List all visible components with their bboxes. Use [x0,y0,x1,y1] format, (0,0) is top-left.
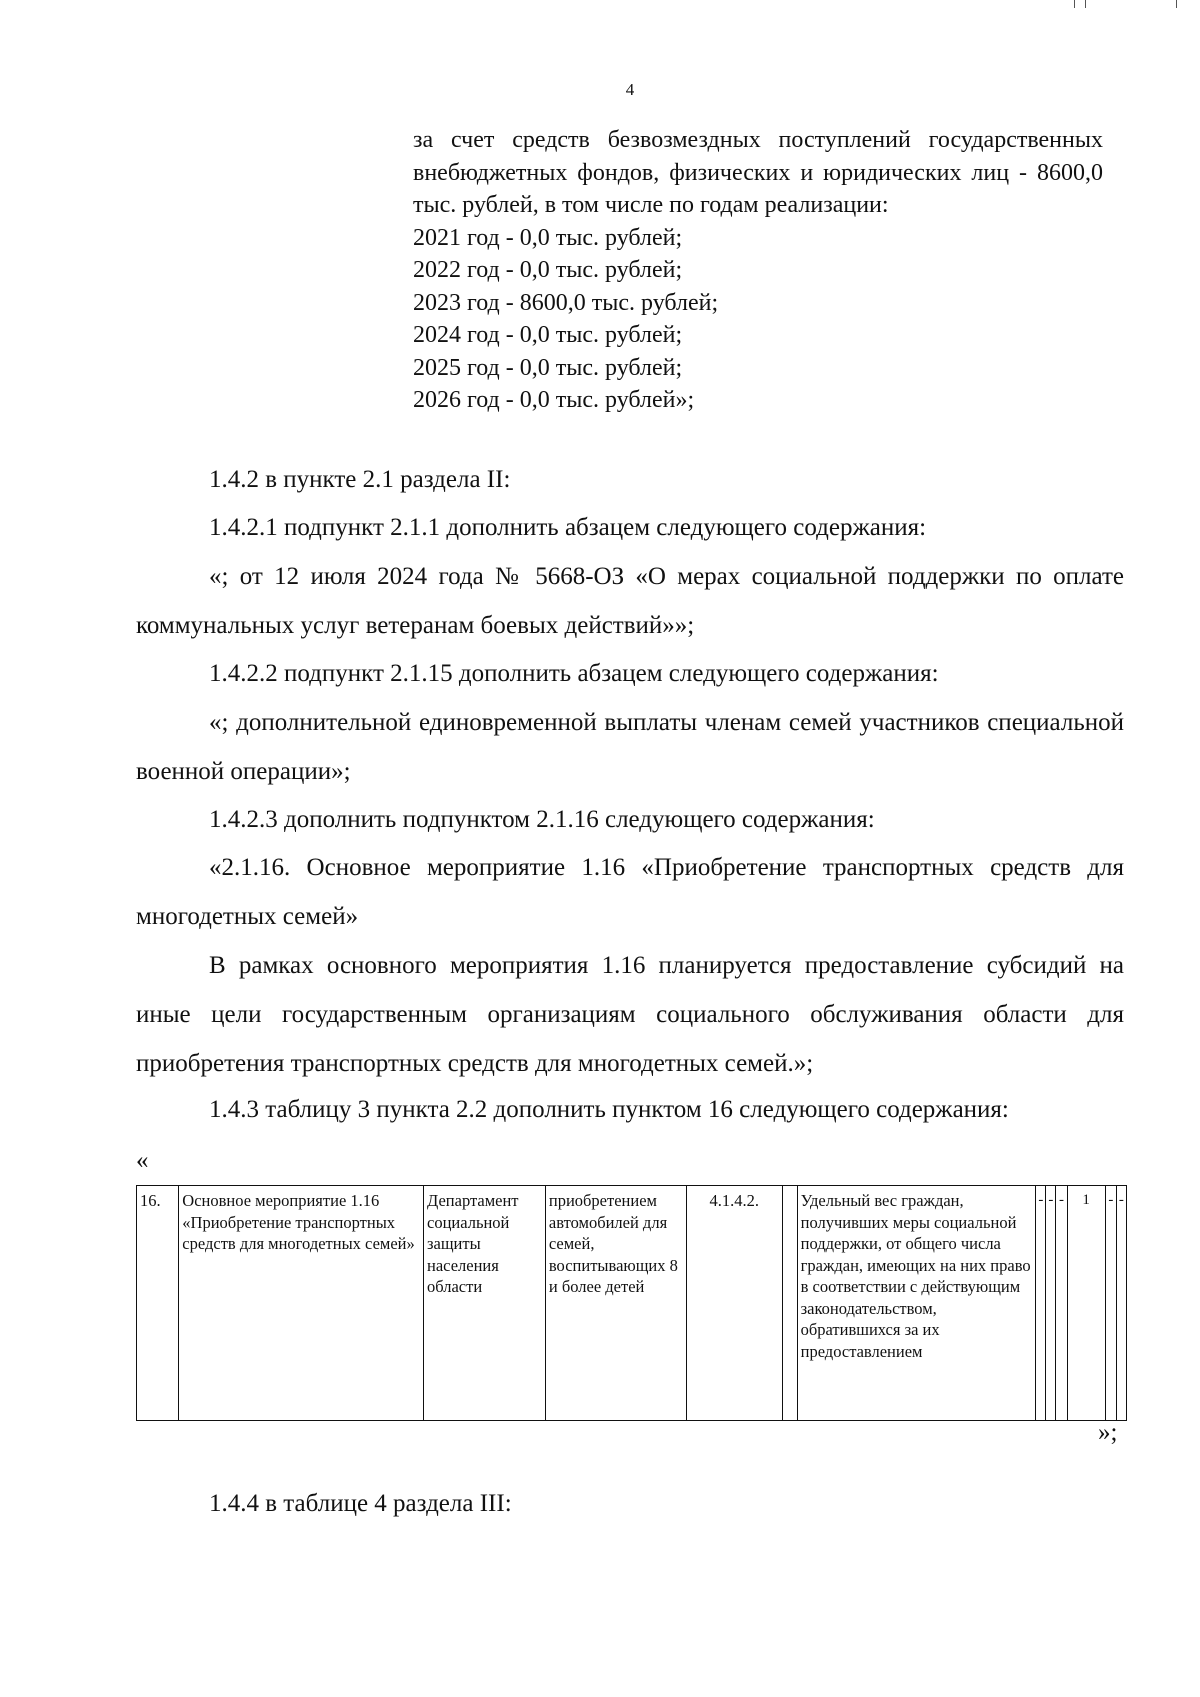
scan-edge-mark [1074,0,1075,8]
value-cell: 1 [1067,1186,1105,1421]
empty-cell [782,1186,797,1421]
paragraph-payment-quote: «; дополнительной единовременной выплаты членам семей участников специальной военной операции»; [136,709,1124,785]
value-cell: - [1056,1186,1067,1421]
measures-table [136,1185,1127,1421]
funding-block [413,124,1113,417]
row-number: 16. [137,1186,179,1421]
scan-edge-mark [1176,0,1177,8]
scan-edge-mark [1085,0,1086,8]
value-cell: - [1036,1186,1046,1421]
activity-cell: Основное мероприятие 1.16 «Приобретение транспортных средств для многодетных семей» [179,1186,424,1421]
funding-year-line: 2021 год - 0,0 тыс. рублей; [413,224,683,251]
funding-intro: за счет средств безвозмездных поступлений государственных внебюджетных фондов, физических и юридических лиц - 8600,0 тыс. рублей, в том числе по годам реализации: [413,127,1103,218]
funding-year-line: 2022 год - 0,0 тыс. рублей; [413,257,683,283]
table-close-quote: »; [1098,1419,1118,1446]
paragraph-1-4-2-1: 1.4.2.1 подпункт 2.1.1 дополнить абзацем следующего содержания: [209,514,927,541]
paragraph-2-1-16: «2.1.16. Основное мероприятие 1.16 «Приобретение транспортных средств для многодетных семей» [136,854,1124,930]
code-cell: 4.1.4.2. [686,1186,782,1421]
executor-cell: Департамент социальной защиты населения области [424,1186,546,1421]
paragraph-law-quote: «; от 12 июля 2024 года № 5668-ОЗ «О мерах социальной поддержки по оплате коммунальных услуг ветеранам боевых действий»»; [136,563,1124,639]
indicator-cell: Удельный вес граждан, получивших меры социальной поддержки, от общего числа граждан, имеющих на них право в соответствии с действующим законодательством, обратившихся за их предоставлением [797,1186,1036,1421]
paragraph-1-4-4: 1.4.4 в таблице 4 раздела III: [209,1490,512,1517]
table-open-quote: « [136,1147,149,1174]
table-row [137,1186,1127,1421]
paragraph-framework: В рамках основного мероприятия 1.16 планируется предоставление субсидий на иные цели государственным организациям социального обслуживания области для приобретения транспортных средств для многодетных семей.»; [136,952,1124,1077]
funding-year-line: 2025 год - 0,0 тыс. рублей; [413,354,683,381]
page-number: 4 [625,80,635,99]
funding-year-line: 2026 год - 0,0 тыс. рублей»; [413,387,695,413]
funding-year-line: 2023 год - 8600,0 тыс. рублей; [413,289,719,316]
paragraph-1-4-2-2: 1.4.2.2 подпункт 2.1.15 дополнить абзацем следующего содержания: [209,660,939,687]
paragraph-1-4-3: 1.4.3 таблицу 3 пункта 2.2 дополнить пунктом 16 следующего содержания: [209,1096,1009,1123]
funding-year-line: 2024 год - 0,0 тыс. рублей; [413,322,683,348]
value-cell: - [1105,1186,1116,1421]
value-cell: - [1046,1186,1056,1421]
value-cell: - [1116,1186,1126,1421]
paragraph-1-4-2: 1.4.2 в пункте 2.1 раздела II: [209,466,511,493]
paragraph-1-4-2-3: 1.4.2.3 дополнить подпунктом 2.1.16 следующего содержания: [209,806,875,833]
result-cell: приобретением автомобилей для семей, воспитывающих 8 и более детей [545,1186,686,1421]
